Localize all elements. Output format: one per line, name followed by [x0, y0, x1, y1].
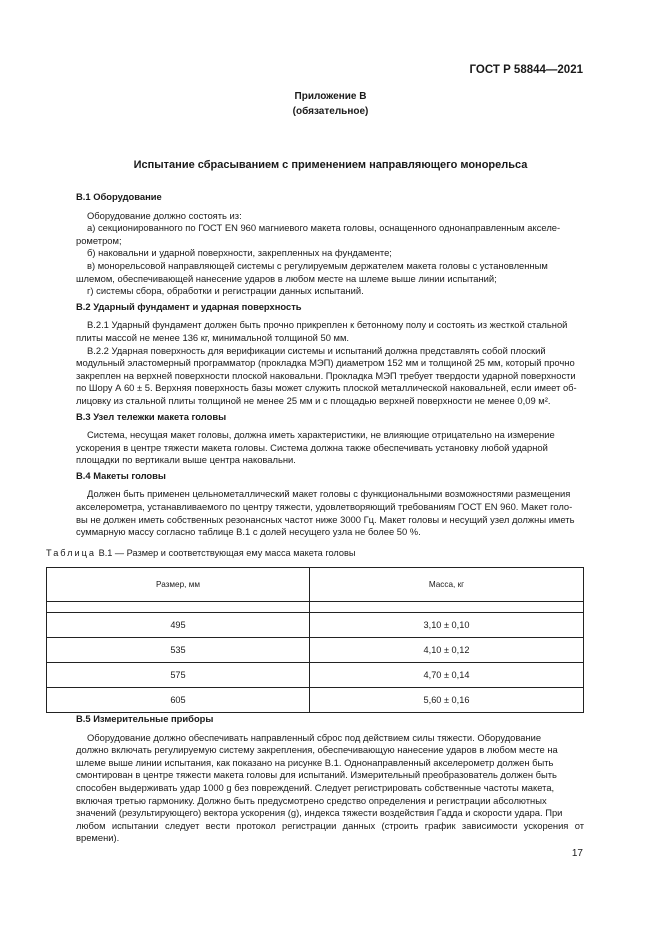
- col-header-mass: Масса, кг: [309, 568, 583, 602]
- section-heading-b2: В.2 Ударный фундамент и ударная поверхность: [76, 300, 302, 312]
- cell-size: 535: [47, 638, 310, 663]
- page-number: 17: [571, 848, 583, 859]
- text-line: В.2.2 Ударная поверхность для верификации системы и испытаний должна представлять собой плоский: [87, 344, 546, 356]
- cell-size: 605: [47, 688, 310, 713]
- annex-status: (обязательное): [292, 106, 369, 117]
- table-caption-prefix: Таблица: [46, 548, 97, 558]
- table-row: [47, 638, 584, 663]
- text-line: значений (результирующего) вектора ускорения (g), индекса тяжести воздействия Гадда и скорости удара. При: [76, 807, 563, 819]
- text-line: Должен быть применен цельнометаллический макет головы с функциональными возможностями размещения: [87, 488, 571, 500]
- list-item: в) монорельсовой направляющей системы с регулируемым держателем макета головы с установленным: [87, 259, 548, 271]
- text-line: смонтирован в центре тяжести макета головы для испытаний. Измерительный преобразователь должен быть: [76, 769, 557, 781]
- body-text: [76, 191, 584, 539]
- text-line: Оборудование должно обеспечивать направленный сброс под действием силы тяжести. Оборудование: [87, 731, 542, 743]
- cell-mass: 4,10 ± 0,12: [309, 638, 583, 663]
- cell-mass: 4,70 ± 0,14: [309, 663, 583, 688]
- section-heading-b1: В.1 Оборудование: [76, 191, 162, 202]
- text-line: лицовку из стальной плиты толщиной не менее 25 мм и с площадью верхней поверхности не менее 0,09 м².: [76, 394, 551, 406]
- section-heading-b3: В.3 Узел тележки макета головы: [76, 410, 227, 422]
- cell-mass: 5,60 ± 0,16: [309, 688, 583, 713]
- text-line: закреплен на верхней поверхности плоской наковальни. Прокладка МЭП требует твердости ударной поверхности: [76, 369, 576, 381]
- col-header-size: Размер, мм: [47, 568, 310, 602]
- list-item-continuation: шлемом, обеспечивающей нанесение ударов в любом месте на шлеме выше линии испытаний;: [76, 272, 497, 284]
- text-line: плиты массой не менее 136 кг, минимальной толщиной 50 мм.: [76, 331, 350, 343]
- list-item: а) секционированного по ГОСТ EN 960 магниевого макета головы, оснащенного однонаправленным акселе-: [87, 222, 561, 234]
- standard-code: ГОСТ Р 58844—2021: [469, 64, 583, 76]
- paragraph: Оборудование должно состоять из:: [87, 209, 242, 221]
- cell-size: 575: [47, 663, 310, 688]
- annex-title: Приложение В: [294, 91, 367, 102]
- list-item: г) системы сбора, обработки и регистрации данных испытаний.: [87, 285, 364, 297]
- text-line: шлеме выше линии испытания, как показано на рисунке В.1. Однонаправленный акселерометр должен быть: [76, 756, 554, 768]
- text-line: ускорения в центре тяжести макета головы. Система должна также обеспечивать установку любой ударной: [76, 441, 548, 453]
- table-caption-text: В.1 — Размер и соответствующая ему масса макета головы: [98, 548, 356, 558]
- text-line: Система, несущая макет головы, должна иметь характеристики, не влияющие отрицательно на измерение: [87, 429, 555, 441]
- list-item-continuation: рометром;: [76, 234, 122, 246]
- text-line: способен выдерживать удар 1000 g без повреждений. Следует регистрировать собственные частоты макета,: [76, 781, 555, 793]
- cell-mass: 3,10 ± 0,10: [309, 613, 583, 638]
- text-line: должно включать регулируемую систему закрепления, обеспечивающую нанесение ударов в любом месте на: [76, 744, 558, 756]
- text-line: модульный эластомерный программатор (прокладка МЭП) диаметром 152 мм и толщиной 25 мм, который прочно: [76, 357, 575, 369]
- text-line: В.2.1 Ударный фундамент должен быть прочно прикреплен к бетонному полу и состоять из жесткой стальной: [87, 319, 568, 331]
- annex-heading: Испытание сбрасыванием с применением направляющего монорельса: [133, 159, 528, 171]
- table-header-row: [47, 568, 584, 602]
- text-line: суммарную массу согласно таблице В.1 с долей несущего узла не более 50 %.: [76, 526, 421, 538]
- text-line: любом испытании следует вести протокол регистрации данных (строить график зависимости ускорения от времени).: [76, 819, 584, 844]
- table-row: [47, 613, 584, 638]
- section-heading-b4: В.4 Макеты головы: [76, 469, 166, 481]
- text-line: вы не должен иметь собственных резонансных частот ниже 3000 Гц. Макет головы и несущий узел должны иметь: [76, 513, 575, 525]
- cell-size: 495: [47, 613, 310, 638]
- text-line: площадки по вертикали выше центра наковальни.: [76, 454, 296, 466]
- table-row: [47, 688, 584, 713]
- table-row: [47, 663, 584, 688]
- section-heading-b5: В.5 Измерительные приборы: [76, 713, 214, 724]
- body-text-b5: [76, 713, 584, 845]
- text-line: включая третью гармонику. Должно быть предусмотрено средство определения и регистрации абсолютных: [76, 794, 547, 806]
- text-line: по Шору А 60 ± 5. Верхняя поверхность базы может служить плоской металлической наковальней, если имеет об-: [76, 382, 577, 394]
- size-mass-table: [46, 567, 584, 713]
- table-spacer-row: [47, 602, 584, 613]
- text-line: акселерометра, устанавливаемого по центру тяжести, удовлетворяющий требованиям ГОСТ EN 960. Макет голо-: [76, 501, 573, 513]
- table-caption: [46, 548, 355, 558]
- list-item: б) наковальни и ударной поверхности, закрепленных на фундаменте;: [87, 247, 392, 259]
